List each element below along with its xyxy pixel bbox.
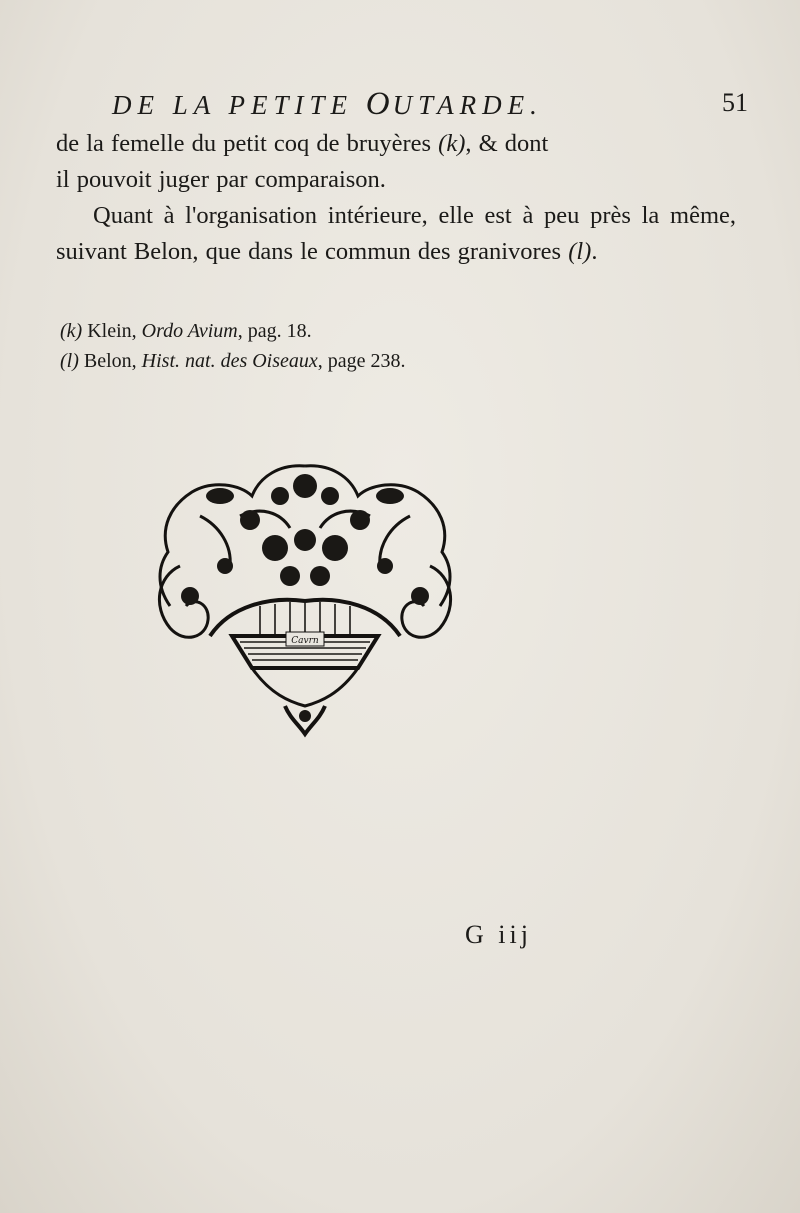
footnote-ref-l: (l) xyxy=(568,238,592,265)
footnotes xyxy=(60,316,620,376)
body-text xyxy=(56,126,736,270)
ornamental-vignette xyxy=(140,456,470,738)
page-header xyxy=(112,86,748,126)
footnote-ref-k: (k) xyxy=(438,130,466,157)
paragraph-2: Quant à l'organisation intérieure, elle est à peu près la même, suivant Belon, que dans le commun des granivores (l). xyxy=(56,202,736,265)
footnote-k: (k) Klein, Ordo Avium, pag. 18. xyxy=(60,320,312,342)
paragraph-1: de la femelle du petit coq de bruyères (k), & dont il pouvoit juger par comparaison. xyxy=(56,130,549,193)
footnote-l: (l) Belon, Hist. nat. des Oiseaux, page 238. xyxy=(60,350,406,372)
running-title: DE LA PETITE OUTARDE. xyxy=(112,86,543,122)
engraver-signature: Cavrn xyxy=(291,636,319,646)
signature-mark: G iij xyxy=(465,920,532,949)
page-number: 51 xyxy=(722,88,748,117)
